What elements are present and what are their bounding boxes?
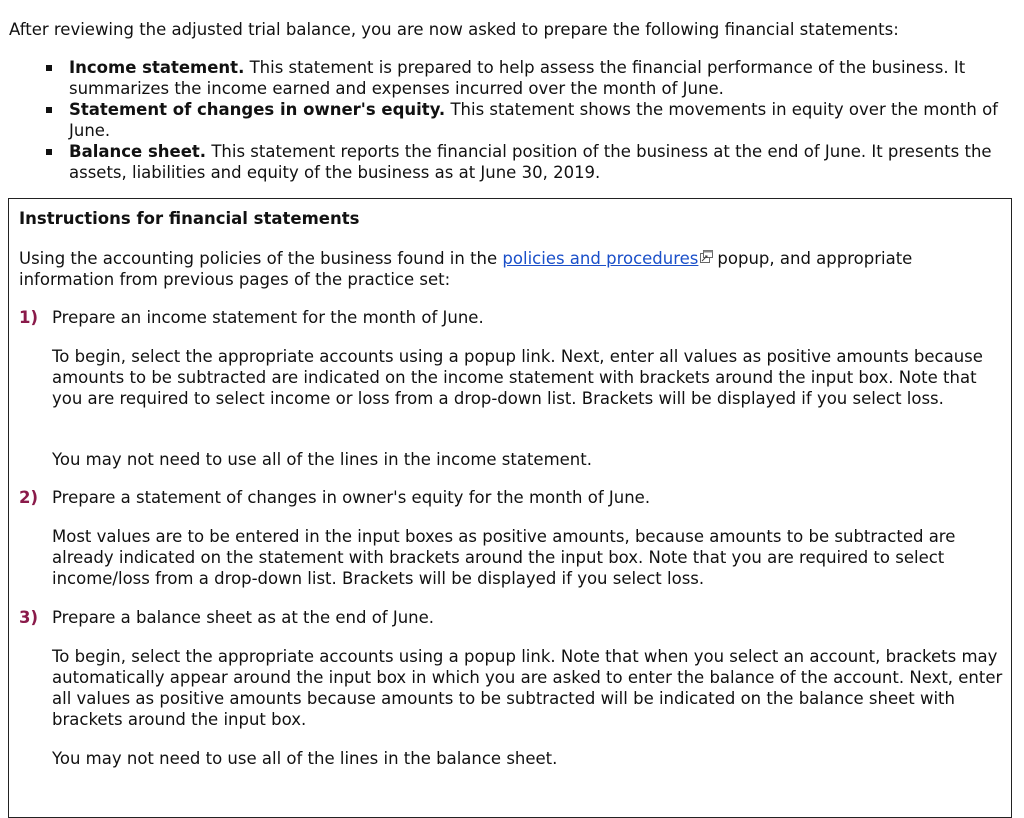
bullet-text: This statement is prepared to help assess the financial performance of the business. It summarizes the income earned and expenses incurred over the month of June. (69, 58, 966, 98)
step-3-paragraph-2: You may not need to use all of the lines in the balance sheet. (52, 749, 558, 768)
bullet-icon (46, 149, 52, 155)
step-3-heading (19, 607, 434, 628)
bullet-title: Statement of changes in owner's equity. (69, 100, 446, 119)
list-item-income-statement (44, 57, 1012, 99)
external-link-icon[interactable] (700, 250, 713, 263)
step-2-text: Prepare a statement of changes in owner's equity for the month of June. (52, 488, 651, 507)
step-1-paragraph-1: To begin, select the appropriate accounts using a popup link. Next, enter all values as positive amounts because amounts to be subtracted are indicated on the income statement with brackets around the input box. Note that you are required to select income or loss from a drop-down list. Brackets will be displayed if you select loss. (52, 347, 983, 408)
panel-title: Instructions for financial statements (19, 209, 360, 228)
intro-text: After reviewing the adjusted trial balance, you are now asked to prepare the following financial statements: (9, 20, 899, 39)
step-3-number: 3) (19, 608, 39, 627)
step-2-heading (19, 487, 650, 508)
step-2-paragraph-1: Most values are to be entered in the input boxes as positive amounts, because amounts to be subtracted are already indicated on the statement with brackets around the input box. Note that you are required to select income/loss from a drop-down list. Brackets will be displayed if you select loss. (52, 527, 956, 588)
bullet-title: Balance sheet. (69, 142, 207, 161)
step-1-text: Prepare an income statement for the month of June. (52, 308, 484, 327)
bullet-text: This statement reports the financial position of the business at the end of June. It presents the assets, liabilities and equity of the business as at June 30, 2019. (69, 142, 992, 182)
instructions-panel (8, 198, 1012, 818)
step-2-number: 2) (19, 488, 39, 507)
panel-intro-before: Using the accounting policies of the business found in the (19, 249, 498, 268)
panel-intro-after: popup, and appropriate information from previous pages of the practice set: (19, 249, 913, 289)
step-1-number: 1) (19, 308, 39, 327)
list-item-owners-equity (44, 99, 1012, 141)
step-1-heading (19, 307, 484, 328)
step-3-text: Prepare a balance sheet as at the end of June. (52, 608, 435, 627)
bullet-text: This statement shows the movements in equity over the month of June. (69, 100, 998, 140)
list-item-balance-sheet (44, 141, 1012, 183)
panel-intro (19, 248, 999, 290)
step-3-paragraph-1: To begin, select the appropriate accounts using a popup link. Note that when you select an account, brackets may automatically appear around the input box in which you are asked to enter the balance of the account. Next, enter all values as positive amounts because amounts to be subtracted will be indicated on the balance sheet with brackets around the input box. (52, 647, 1003, 729)
bullet-icon (46, 107, 52, 113)
bullet-icon (46, 65, 52, 71)
step-1-paragraph-2: You may not need to use all of the lines in the income statement. (52, 450, 592, 469)
bullet-title: Income statement. (69, 58, 245, 77)
statement-list (44, 57, 1012, 183)
policies-and-procedures-link[interactable]: policies and procedures (502, 249, 699, 268)
